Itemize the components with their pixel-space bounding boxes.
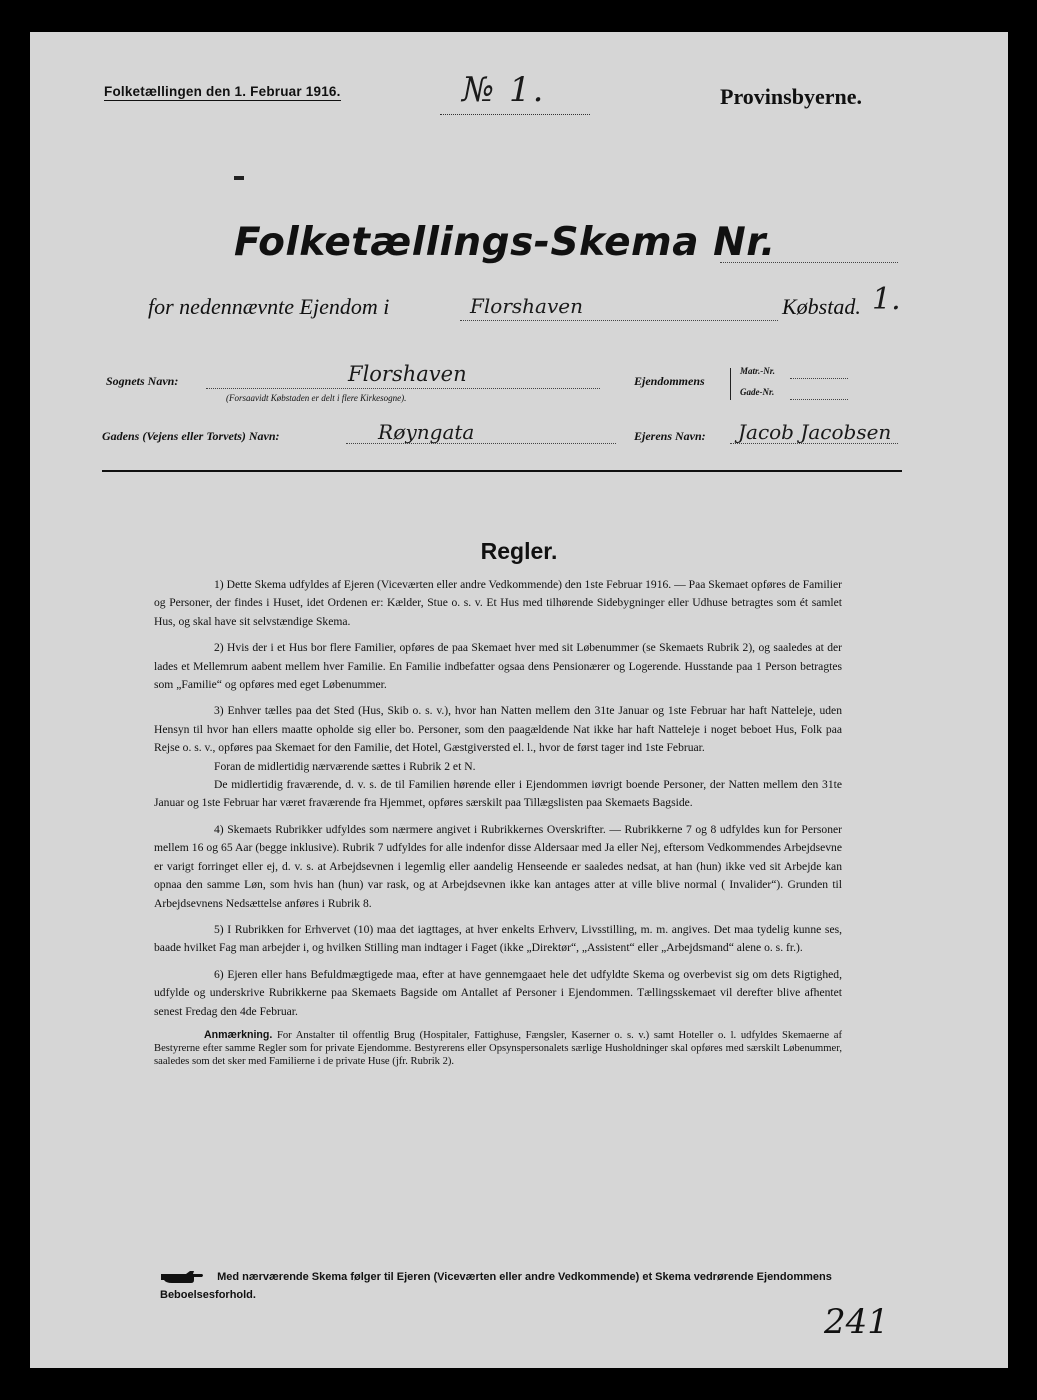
rule-paragraph-2: 2) Hvis der i et Hus bor flere Familier, opføres de paa Skemaet hver med sit Løbenummer (se Skemaets Rubrik 2), og saaledes at der lades et Mellemrum aabent mellem hver Familie. En Familie indbefatter ogsaa dens Pensionærer og Logerende. Husstande paa 1 Person betragtes som „Familie“ og opføres med eget Løbenummer.: [154, 641, 842, 692]
region-label: Provinsbyerne.: [720, 84, 862, 109]
anmaerkning: [154, 1029, 842, 1068]
rule-paragraph-5: 5) I Rubrikken for Erhvervet (10) maa det iagttages, at hver enkelts Erhverv, Livsstilling, m. m. angives. Det maa tydelig kunne ses, baade hvilket Fag man arbejder i, og hvilken Stilling man indtager i Faget (ikke „Direktør“, „Assistent“ eller „Arbejdsmand“ alene o. s. fr.).: [154, 922, 842, 955]
footer-text: Med nærværende Skema følger til Ejeren (Viceværten eller andre Vedkommende) et Skema vedrørende Ejendommens Beboelsesforhold.: [160, 1271, 832, 1301]
property-label: Ejendommens: [634, 374, 705, 388]
parish-dotted-line: [206, 388, 600, 389]
rule-paragraph-3c: De midlertidig fraværende, d. v. s. de til Familien hørende eller i Ejendommen iøvrigt boende Personer, der Natten mellem den 31te Januar og 1ste Februar har været fraværende fra Hjemmet, opføres særskilt paa Tillægslisten paa Skemaets Bagside.: [154, 778, 842, 810]
subtitle-prefix: for nedennævnte Ejendom i: [148, 294, 390, 319]
subtitle-number-handwritten: 1.: [872, 282, 901, 317]
rule-paragraph-6: 6) Ejeren eller hans Befuldmægtigede maa, efter at have gennemgaaet hele det udfyldte Skema og overbevist sig om dets Rigtighed, udfylde og underskrive Rubrikkerne paa Skemaets Bagside om Antallet af Personer i Ejendommen. Tællingsskemaet vil derefter blive afhentet senest Fredag den 4de Februar.: [154, 967, 842, 1018]
footer-notice: [160, 1268, 850, 1304]
census-label: Folketællingen den 1. Februar 1916.: [104, 84, 341, 99]
town-handwritten: Florshaven: [470, 294, 583, 318]
owner-label: Ejerens Navn:: [634, 429, 706, 443]
rule-paragraph-3: 3) Enhver tælles paa det Sted (Hus, Skib o. s. v.), hvor han Natten mellem den 31te Januar og 1ste Februar har haft Natteleje, uden Hensyn til hvor han ellers maatte opholde sig eller bo. Personer, som den paagældende Nat ikke har haft Natteleje i noget beboet Hus, Folk paa Rejse o. s. v., opføres paa Skemaet for den Familie, det Hotel, Gæstgiversted el. l., hvor de først tager ind 1ste Februar.: [154, 704, 842, 755]
town-dotted-line: [460, 320, 778, 321]
property-brace: [730, 368, 731, 400]
street-dotted-line: [346, 443, 616, 444]
rule-paragraph-3b: Foran de midlertidig nærværende sættes i Rubrik 2 et N.: [214, 759, 476, 773]
pointing-hand-icon: [160, 1270, 204, 1284]
owner-dotted-line: [730, 443, 898, 444]
note-text: For Anstalter til offentlig Brug (Hospitaler, Fattighuse, Fængsler, Kaserner o. s. v.) samt Hoteller o. l. udfyldes Skemaerne af Bestyrerne efter samme Regler som for private Ejendomme. Bestyrerens eller Opsynspersonalets særlige Husholdninger skal opføres med særskilt Løbenummer, saaledes som det sker med Familierne i de private Huse (jfr. Rubrik 2).: [154, 1029, 842, 1067]
note-label: Anmærkning.: [204, 1028, 273, 1041]
street-value: Røyngata: [378, 420, 475, 444]
regler-body: [154, 576, 842, 1076]
parish-label: Sognets Navn:: [106, 374, 179, 388]
dash-mark: [234, 176, 244, 180]
handwritten-form-number: № 1.: [462, 70, 546, 110]
form-number-dotted-line: [440, 114, 590, 115]
form-title: Folketællings-Skema Nr.: [234, 220, 776, 265]
matr-dotted-line: [790, 378, 848, 379]
owner-value: Jacob Jacobsen: [738, 420, 892, 444]
gade-label: Gade-Nr.: [740, 387, 775, 397]
street-label: Gadens (Vejens eller Torvets) Navn:: [102, 429, 280, 443]
rule-paragraph-1: 1) Dette Skema udfyldes af Ejeren (Viceværten eller andre Vedkommende) den 1ste Februar 1916. — Paa Skemaet opføres de Familier og Personer, der findes i Huset, idet Ordenen er: Kælder, Stue o. s. v. Et Hus med tilhørende Sidebygninger eller Udhuse betragtes som ét samlet Hus, og skal have sit selvstændige Skema.: [154, 578, 842, 628]
matr-label: Matr.-Nr.: [740, 366, 776, 376]
parish-value: Florshaven: [348, 362, 467, 386]
regler-title: Regler.: [480, 538, 558, 564]
title-dotted-line: [720, 262, 898, 263]
handwritten-page-number: 241: [824, 1302, 889, 1342]
subtitle-suffix: Købstad.: [782, 294, 861, 319]
parish-note: (Forsaavidt Købstaden er delt i flere Kirkesogne).: [226, 393, 407, 403]
gade-dotted-line: [790, 399, 848, 400]
document-page: [30, 32, 1008, 1368]
section-divider: [102, 470, 902, 472]
rule-paragraph-4: 4) Skemaets Rubrikker udfyldes som nærmere angivet i Rubrikkernes Overskrifter. — Rubrikkerne 7 og 8 udfyldes kun for Personer mellem 16 og 65 Aar (begge inklusive). Rubrik 7 udfyldes for alle indenfor disse Aldersaar med Ja eller Nej, eftersom Vedkommendes Arbejdsevne er varigt forringet eller ej, d. v. s. at Arbejdsevnen i legemlig eller aandelig Henseende er saaledes nedsat, at han (hun) ikke ved sit Arbejde kan opnaa den samme Løn, som hvis han (hun) var rask, og at Arbejdsevnen ikke kan antages atter at ville blive normal ( Invalider“). Grunden til Arbejdsevnens Nedsættelse anføres i Rubrik 8.: [154, 822, 842, 910]
